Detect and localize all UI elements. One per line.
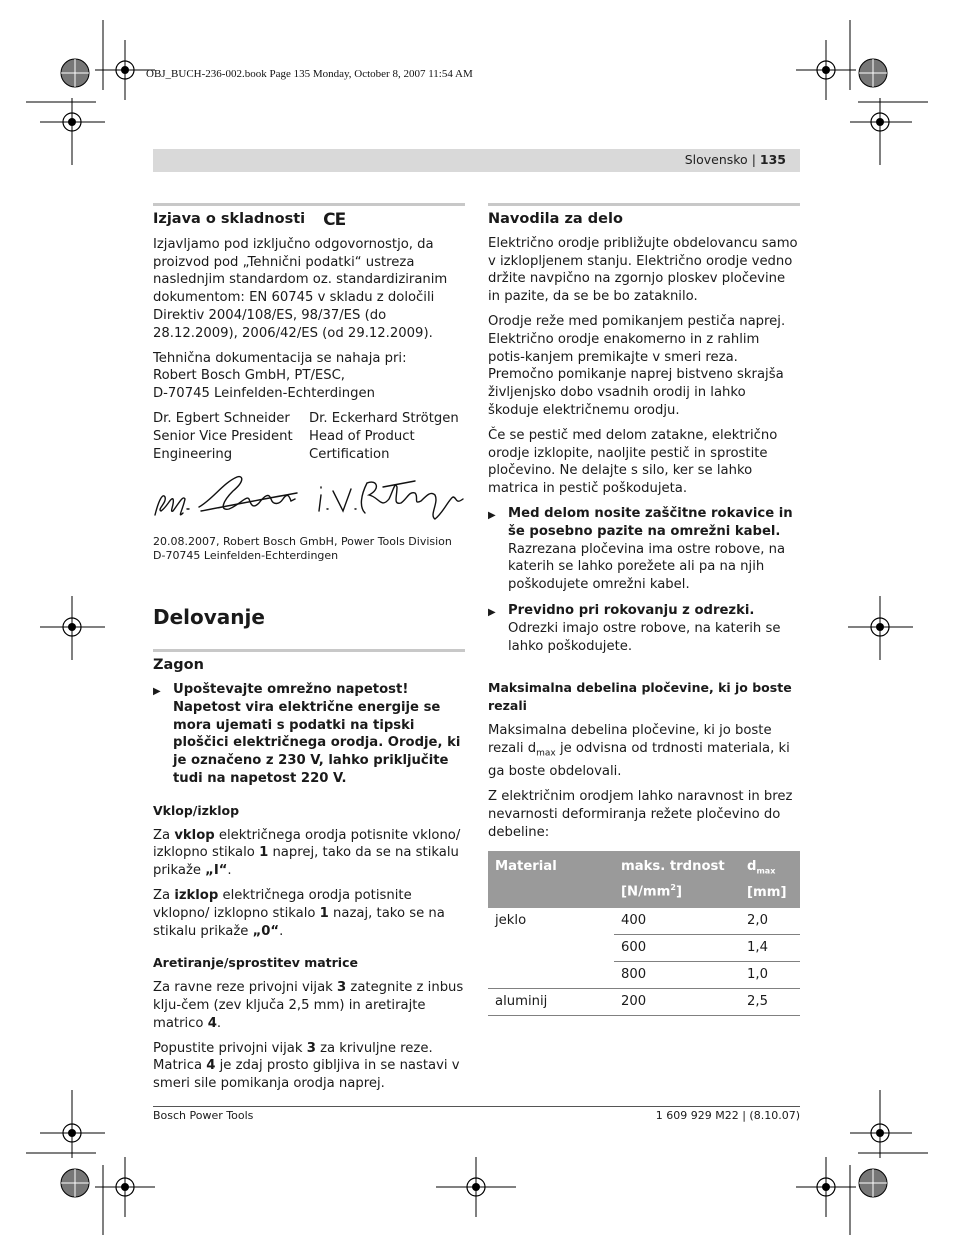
signature-date-place: 20.08.2007, Robert Bosch GmbH, Power Tools Division D-70745 Leinfelden-Echterdingen xyxy=(153,535,452,563)
header-thickness: $d_{max}$ [mm] xyxy=(740,851,800,908)
max-thickness-paragraph-1: Maksimalna debelina pločevine, ki jo boste rezali $d_{max}$ je odvisna od trdnosti materiala, ki ga boste obdelovali. xyxy=(488,722,790,780)
work-instructions-heading: Navodila za delo xyxy=(488,211,623,227)
conformity-statement: Izjavljamo pod izključno odgovornostjo, da proizvod pod „Tehnični podatki“ ustreza naslednjim standardom oz. standardiziranim dokumentom: EN 60745 v skladu z določili Direktiv 2004/108/ES, 98/37/ES (do 28.12.2009), 2006/42/ES (od 29.12.2009). xyxy=(153,236,448,341)
work-paragraph-1: Električno orodje približujte obdelovancu samo v izklopljenem stanju. Električno orodje vedno držite navpično na zgornjo ploskev pločevine in pazite, da se be bo zataknilo. xyxy=(488,235,798,305)
operation-heading: Delovanje xyxy=(153,605,265,630)
work-paragraph-2: Orodje reže med pomikanjem pestiča naprej. Električno orodje enakomerno in z rahlim potis-kanjem premikajte v smeri reza. Premočno pomikanje naprej bistveno skrajša življenjsko dobo vsadnih orodij in lahko škoduje električnemu orodju. xyxy=(488,313,786,418)
die-release-paragraph: Popustite privojni vijak 3 za krivuljne reze. Matrica 4 je zdaj prosto gibljiva in se nastavi v smeri sile pomikanja orodja naprej. xyxy=(153,1040,460,1092)
footer-doc-number: 1 609 929 M22 | (8.10.07) xyxy=(655,1109,800,1122)
table-row xyxy=(488,988,800,1015)
table-header-row xyxy=(488,851,800,908)
header-strength: maks. trdnost $[N/mm^2]$ xyxy=(614,851,740,908)
cell-material: jeklo xyxy=(495,913,527,929)
gloves-warning xyxy=(488,505,800,594)
cell-material xyxy=(488,934,614,961)
cell-thickness: 1,4 xyxy=(740,934,800,961)
section-rule xyxy=(153,649,465,652)
ce-mark-icon: CE xyxy=(323,210,346,230)
page-header xyxy=(153,149,800,172)
max-thickness-paragraph-2: Z električnim orodjem lahko naravnost in brez nevarnosti deformiranja režete pločevino do debeline: xyxy=(488,788,793,840)
cell-strength: 600 xyxy=(614,934,740,961)
right-column xyxy=(488,203,800,1016)
print-slug: OBJ_BUCH-236-002.book Page 135 Monday, October 8, 2007 11:54 AM xyxy=(146,68,473,80)
cell-strength: 800 xyxy=(614,961,740,988)
startup-heading: Zagon xyxy=(153,657,204,674)
header-page-number: 135 xyxy=(759,152,786,167)
footer-publisher: Bosch Power Tools xyxy=(153,1109,254,1122)
voltage-warning xyxy=(153,681,465,788)
cell-thickness: 2,5 xyxy=(740,988,800,1015)
scrap-warning-text: Previdno pri rokovanju z odrezki. Odrezki imajo ostre robove, na katerih se lahko poškodujete. xyxy=(508,602,781,654)
scrap-warning xyxy=(488,602,800,655)
footer-rule xyxy=(153,1106,800,1107)
table-row xyxy=(488,934,800,961)
section-rule xyxy=(488,203,800,206)
cell-thickness: 1,0 xyxy=(740,961,800,988)
table-row xyxy=(488,908,800,935)
switch-heading: Vklop/izklop xyxy=(153,802,240,818)
triangle-bullet-icon: ▶ xyxy=(488,509,496,521)
header-separator: | xyxy=(751,152,756,167)
signatories xyxy=(153,410,465,463)
die-lock-paragraph: Za ravne reze privojni vijak 3 zategnite z inbus klju-čem (zev ključa 2,5 mm) in aretirajte matrico 4. xyxy=(153,980,464,1031)
work-paragraph-3: Če se pestič med delom zatakne, električno orodje izklopite, naoljite pestič in sprostite pločevino. Ne delajte s silo, ker se lahko matrica in pestič poškodujeta. xyxy=(488,427,778,497)
cell-thickness: 2,0 xyxy=(740,908,800,935)
switch-off-paragraph: Za izklop električnega orodja potisnite vklopno/ izklopno stikalo 1 nazaj, tako se na stikalu prikaže „0“. xyxy=(153,887,445,939)
handwritten-signatures xyxy=(153,469,465,527)
signatory-2: Dr. Eckerhard Strötgen Head of Product Certification xyxy=(309,410,459,462)
max-thickness-heading: Maksimalna debelina pločevine, ki jo boste rezali xyxy=(488,680,792,714)
cell-strength: 400 xyxy=(614,908,740,935)
switch-on-paragraph: Za vklop električnega orodja potisnite vklono/ izklopno stikalo 1 naprej, tako da se na stikalu prikaže „I“. xyxy=(153,827,461,879)
triangle-bullet-icon: ▶ xyxy=(153,685,161,697)
left-column xyxy=(153,203,465,1100)
signatory-1: Dr. Egbert Schneider Senior Vice President Engineering xyxy=(153,410,293,462)
header-material: Material xyxy=(488,851,614,908)
cell-strength: 200 xyxy=(614,988,740,1015)
triangle-bullet-icon: ▶ xyxy=(488,606,496,618)
section-rule xyxy=(153,203,465,206)
signature-image xyxy=(153,469,465,527)
voltage-warning-text: Upoštevajte omrežno napetost! Napetost vira električne energije se mora ujemati s podatki na tipski ploščici električnega orodja. Orodje, ki je označeno z 230 V, lahko priključite tudi na napetost 220 V. xyxy=(173,681,461,786)
table-row xyxy=(488,961,800,988)
tech-doc-location: Tehnična dokumentacija se nahaja pri: Robert Bosch GmbH, PT/ESC, D-70745 Leinfelden-Echterdingen xyxy=(153,350,407,402)
cell-material xyxy=(488,961,614,988)
header-language: Slovensko xyxy=(684,152,748,167)
cell-material: aluminij xyxy=(488,988,614,1015)
gloves-warning-text: Med delom nosite zaščitne rokavice in še posebno pazite na omrežni kabel. Razrezana pločevina ima ostre robove, na katerih se lahko porežete ali pa na njih poškodujete omrežni kabel. xyxy=(508,505,793,593)
thickness-table xyxy=(488,851,800,1016)
conformity-heading: Izjava o skladnosti CE xyxy=(153,210,346,230)
die-heading: Aretiranje/sprostitev matrice xyxy=(153,955,358,971)
header-text xyxy=(685,152,786,167)
